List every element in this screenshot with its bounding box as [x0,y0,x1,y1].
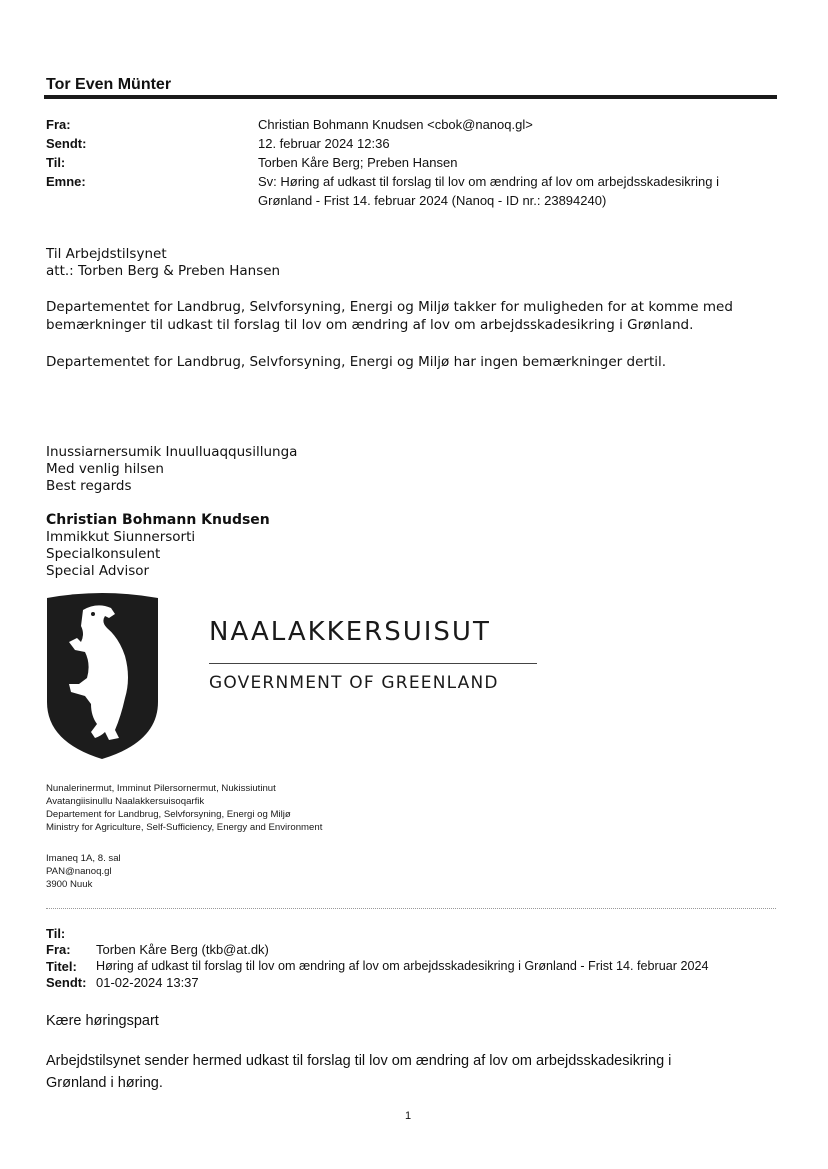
page-number: 1 [405,1110,412,1122]
department-line-2: Avatangiisinullu Naalakkersuisoqarfik [46,796,205,807]
subject-line-2: Grønland - Frist 14. februar 2024 (Nanoq - ID nr.: 23894240) [258,193,607,208]
fw-from-value: Torben Kåre Berg (tkb@at.dk) [96,942,269,957]
subject-label: Emne: [46,174,86,189]
original-line-1: Arbejdstilsynet sender hermed udkast til forslag til lov om ændring af lov om arbejdsskadesikring i [46,1053,672,1069]
address-email[interactable]: PAN@nanoq.gl [46,866,112,877]
signature-name: Christian Bohmann Knudsen [46,512,270,528]
fw-title-label: Titel: [46,959,77,974]
sent-value: 12. februar 2024 12:36 [258,136,390,151]
fw-sent-label: Sendt: [46,975,87,990]
signature-title-english: Special Advisor [46,563,150,579]
polar-bear-crest-icon [45,592,160,760]
address-street: Imaneq 1A, 8. sal [46,853,121,864]
addressee: Til Arbejdstilsynet [46,246,167,262]
paragraph-2: Departementet for Landbrug, Selvforsyning, Energi og Miljø har ingen bemærkninger dertil. [46,354,667,370]
department-line-1: Nunalerinermut, Imminut Pilersornermut, Nukissiutinut [46,783,276,794]
from-value: Christian Bohmann Knudsen <cbok@nanoq.gl> [258,117,533,132]
brand-divider [209,663,537,664]
original-line-2: Grønland i høring. [46,1075,163,1091]
signature-title-danish: Specialkonsulent [46,546,161,562]
to-label: Til: [46,155,66,170]
fw-sent-value: 01-02-2024 13:37 [96,975,199,990]
greeting-danish: Med venlig hilsen [46,461,164,477]
author-name: Tor Even Münter [46,76,172,93]
department-line-3: Departement for Landbrug, Selvforsyning, Energi og Miljø [46,809,291,820]
original-greeting: Kære høringspart [46,1013,159,1029]
header-rule [44,95,777,99]
fw-title-value: Høring af udkast til forslag til lov om ændring af lov om arbejdsskadesikring i Grønland - Frist 14. februar 2024 [96,959,709,973]
address-city: 3900 Nuuk [46,879,93,890]
attention-line: att.: Torben Berg & Preben Hansen [46,263,281,279]
separator [46,908,776,909]
paragraph-1-line-1: Departementet for Landbrug, Selvforsyning, Energi og Miljø takker for muligheden for at komme med [46,299,733,315]
brand-subtitle: GOVERNMENT OF GREENLAND [209,673,499,693]
brand-name: NAALAKKERSUISUT [209,617,491,647]
sent-label: Sendt: [46,136,87,151]
subject-line-1: Sv: Høring af udkast til forslag til lov om ændring af lov om arbejdsskadesikring i [258,174,719,189]
department-line-4: Ministry for Agriculture, Self-Sufficiency, Energy and Environment [46,822,323,833]
fw-from-label: Fra: [46,942,71,957]
greeting-english: Best regards [46,478,132,494]
to-value: Torben Kåre Berg; Preben Hansen [258,155,458,170]
fw-to-label: Til: [46,926,66,941]
from-label: Fra: [46,117,71,132]
greeting-greenlandic: Inussiarnersumik Inuulluaqqusillunga [46,444,298,460]
signature-title-greenlandic: Immikkut Siunnersorti [46,529,196,545]
paragraph-1-line-2: bemærkninger til udkast til forslag til lov om ændring af lov om arbejdsskadesikring i Grønland. [46,317,694,333]
